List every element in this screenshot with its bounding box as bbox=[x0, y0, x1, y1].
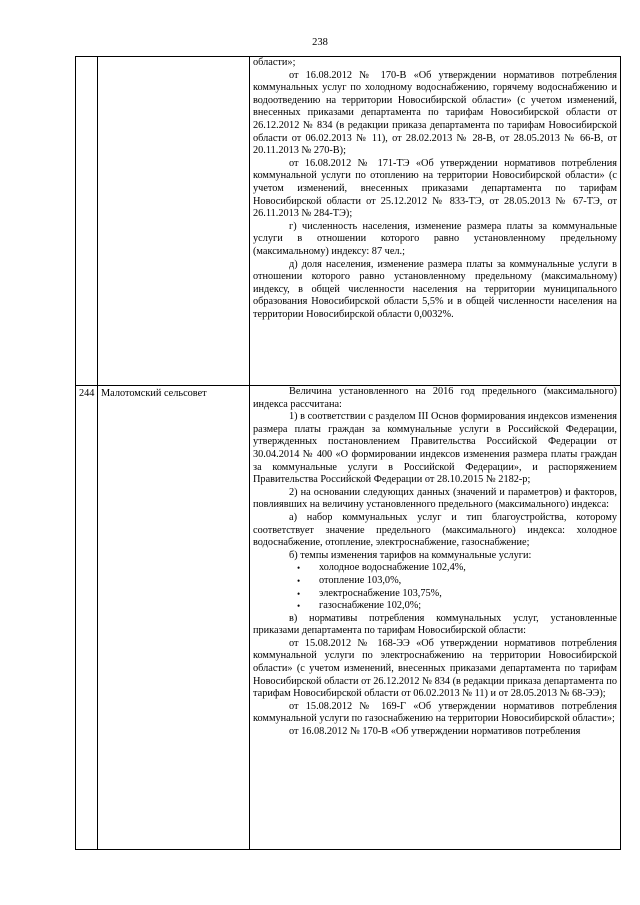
row-number-cell bbox=[76, 57, 98, 386]
paragraph: д) доля населения, изменение размера платы за коммунальные услуги в отношении которого равно установленному предельному (максимальному) индексу, в общей численности населения на территории муниципального образования Новосибирской области 5,5% и в общей численности населения на территории Новосибирской области 0,0032%. bbox=[253, 258, 617, 320]
paragraph: от 16.08.2012 № 170-В «Об утверждении нормативов потребления bbox=[289, 726, 581, 738]
paragraph: от 16.08.2012 № 171-ТЭ «Об утверждении нормативов потребления коммунальной услуги по отоплению на территории Новосибирской области» (с учетом изменений, внесенных приказами департамента по тарифам Новосибирской области от 25.12.2012 № 833-ТЭ, от 28.05.2013 № 67-ТЭ, от 26.11.2013 № 284-ТЭ); bbox=[253, 157, 617, 220]
table-row bbox=[76, 57, 621, 386]
paragraph: а) набор коммунальных услуг и тип благоустройства, которому соответствует значение предельного (максимального) индекса: холодное водоснабжение, отопление, электроснабжение, газоснабжение; bbox=[253, 511, 617, 549]
bullet-icon: • bbox=[297, 563, 301, 574]
paragraph: г) численность населения, изменение размера платы за коммунальные услуги в отношении которого равно установленному предельному (максимальному) индексу: 87 чел.; bbox=[253, 220, 617, 257]
paragraph: в) нормативы потребления коммунальных услуг, установленные приказами департамента по тарифам Новосибирской области: bbox=[253, 612, 617, 637]
list-item-text: газоснабжение 102,0%; bbox=[319, 600, 422, 612]
bullet-icon: • bbox=[297, 588, 301, 599]
bullet-icon: • bbox=[297, 575, 301, 586]
list-item-text: электроснабжение 103,75%, bbox=[319, 587, 442, 599]
page-number: 238 bbox=[312, 37, 328, 48]
document-table bbox=[75, 56, 621, 850]
paragraph: Величина установленного на 2016 год предельного (максимального) индекса рассчитана: bbox=[253, 386, 617, 410]
paragraph: 2) на основании следующих данных (значений и параметров) и факторов, повлиявших на величину установленного предельного (максимального) индекса: bbox=[253, 486, 617, 511]
paragraph: б) темпы изменения тарифов на коммунальные услуги: bbox=[289, 549, 532, 561]
tariff-list bbox=[253, 562, 617, 612]
row-text-cell bbox=[250, 57, 621, 386]
row-name-cell bbox=[98, 57, 250, 386]
bullet-icon: • bbox=[297, 601, 301, 612]
paragraph-list bbox=[253, 386, 617, 562]
municipality-name: Малотомский сельсовет bbox=[98, 386, 250, 850]
list-item bbox=[297, 562, 617, 575]
list-item bbox=[297, 600, 617, 613]
paragraph: от 15.08.2012 № 168-ЭЭ «Об утверждении нормативов потребления коммунальной услуги по электроснабжению на территории Новосибирской области» (с учетом изменений, внесенных приказами департамента по тарифам Новосибирской области от 26.12.2012 № 834 (в редакции приказа департамента по тарифам Новосибирской области от 06.02.2013 № 11) и от 28.05.2013 № 68-ЭЭ); bbox=[253, 637, 617, 700]
table-row bbox=[76, 386, 621, 850]
row-number-cell: 244 bbox=[76, 386, 98, 850]
list-item bbox=[297, 574, 617, 588]
paragraph-list bbox=[253, 57, 617, 321]
list-item bbox=[297, 587, 617, 601]
paragraph: от 15.08.2012 № 169-Г «Об утверждении нормативов потребления коммунальной услуги по газоснабжению на территории Новосибирской области»; bbox=[253, 700, 617, 725]
paragraph: области»; bbox=[253, 57, 296, 68]
paragraph-list bbox=[253, 613, 617, 739]
paragraph: от 16.08.2012 № 170-В «Об утверждении нормативов потребления коммунальных услуг по холодному водоснабжению, горячему водоснабжению и водоотведению на территории Новосибирской области» (с учетом изменений, внесенных приказами департамента по тарифам Новосибирской области от 26.12.2012 № 834 (в редакции приказа департамента по тарифам Новосибирской области от 06.02.2013 № 11), от 28.02.2013 № 28-В, от 28.05.2013 № 66-В, от 20.11.2013 № 270-В); bbox=[253, 69, 617, 157]
list-item-text: холодное водоснабжение 102,4%, bbox=[319, 562, 466, 574]
row-text-cell bbox=[250, 386, 621, 850]
list-item-text: отопление 103,0%, bbox=[319, 574, 402, 586]
paragraph: 1) в соответствии с разделом III Основ формирования индексов изменения размера платы граждан за коммунальные услуги в Российской Федерации, утвержденных постановлением Правительства Российской Федерации от 30.04.2014 № 400 «О формировании индексов изменения размера платы граждан за коммунальные услуги в Российской Федерации», и распоряжением Правительства Российской Федерации от 28.10.2015 № 2182-р; bbox=[253, 411, 617, 486]
